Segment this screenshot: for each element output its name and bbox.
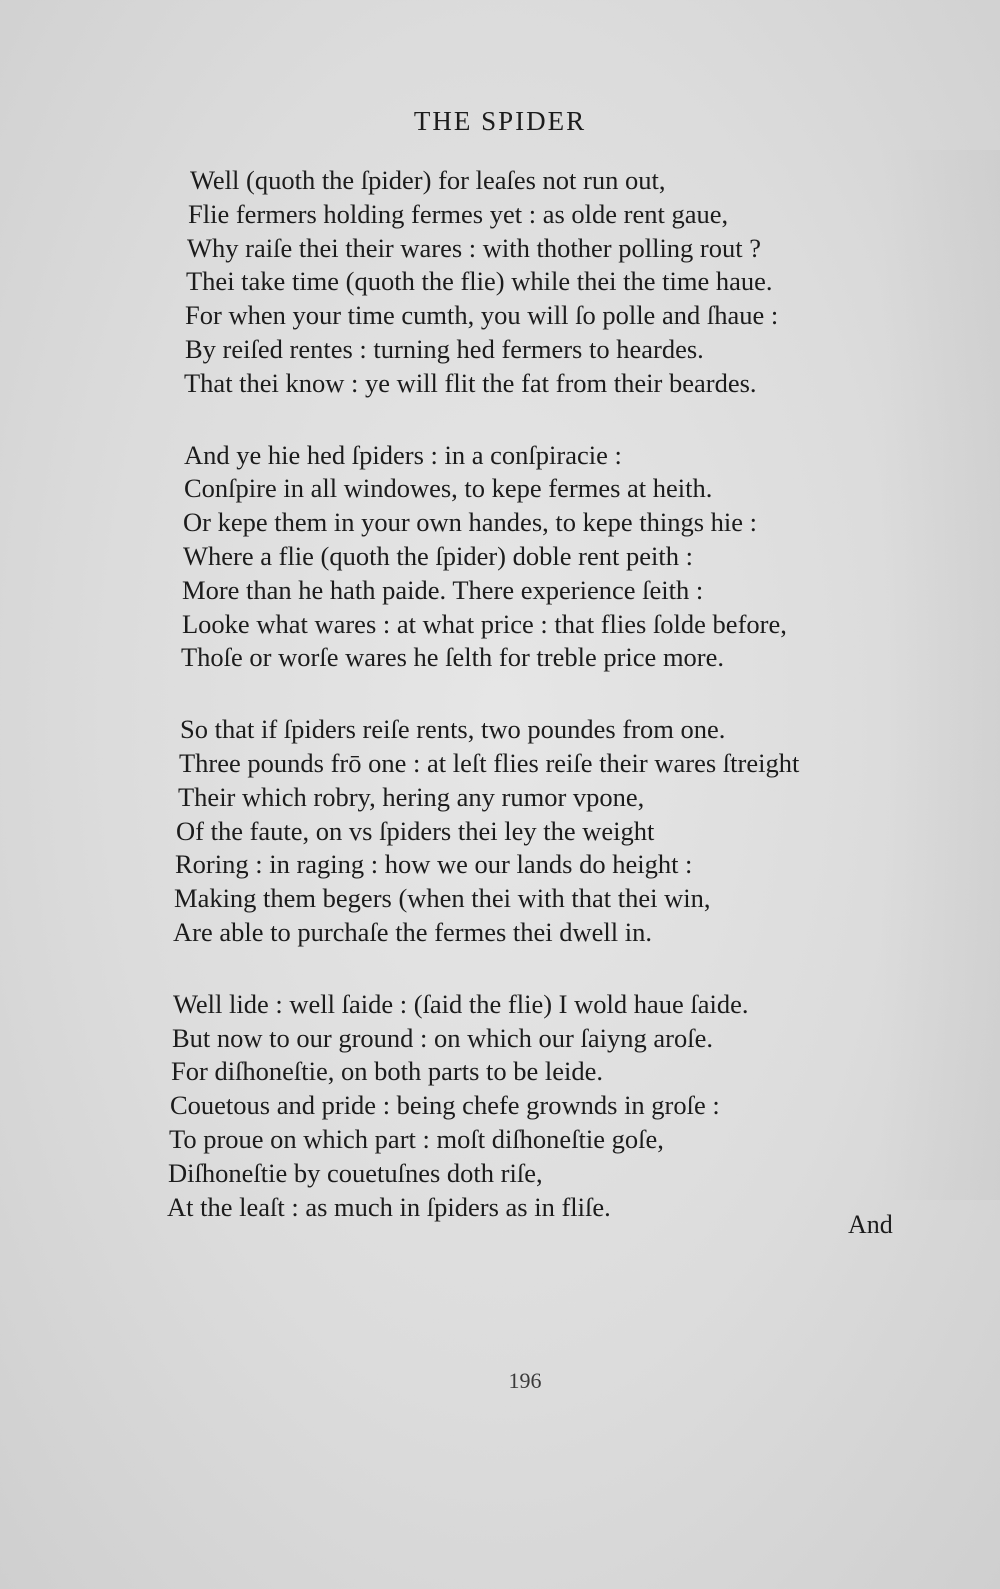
- verse-line: Diſhoneſtie by couetuſnes doth riſe,: [168, 1157, 543, 1188]
- verse-line: Flie fermers holding fermes yet : as olde rent gaue,: [188, 198, 729, 229]
- verse-line: Roring : in raging : how we our lands do height :: [175, 849, 693, 880]
- verse-line: Their which robry, hering any rumor vpone,: [178, 781, 645, 812]
- verse-line: Couetous and pride : being chefe grownds in groſe :: [170, 1090, 720, 1121]
- catchword: And: [848, 1210, 893, 1239]
- verse-line: Well lide : well ſaide : (ſaid the flie) I wold haue ſaide.: [173, 988, 749, 1019]
- verse-line: Thei take time (quoth the flie) while thei the time haue.: [186, 266, 773, 297]
- stanza-1: [178, 164, 918, 401]
- verse-line: Or kepe them in your own handes, to kepe things hie :: [183, 507, 758, 538]
- verse-line: So that if ſpiders reiſe rents, two poundes from one.: [180, 714, 726, 745]
- page-number: 196: [508, 1368, 542, 1393]
- stanza-3: [173, 713, 918, 950]
- verse-line: Thoſe or worſe wares he ſelth for treble price more.: [181, 642, 725, 673]
- verse-line: More than he hath paide. There experience ſeith :: [182, 574, 704, 605]
- verse-line: Three pounds frō one : at leſt flies reiſe their wares ſtreight: [179, 747, 800, 778]
- verse-line: Where a flie (quoth the ſpider) doble rent peith :: [183, 540, 693, 571]
- poem-body: [167, 164, 918, 1262]
- verse-line: Conſpire in all windowes, to kepe fermes at heith.: [184, 473, 713, 504]
- verse-line: Are able to purchaſe the fermes thei dwell in.: [173, 916, 653, 947]
- verse-line: Of the faute, on vs ſpiders thei ley the weight: [176, 815, 655, 846]
- verse-line: For when your time cumth, you will ſo polle and ſhaue :: [185, 300, 779, 331]
- stanza-4: [167, 988, 918, 1225]
- verse-line: For diſhoneſtie, on both parts to be leide.: [171, 1056, 604, 1087]
- verse-line: But now to our ground : on which our ſaiyng aroſe.: [172, 1022, 713, 1053]
- verse-line: And ye hie hed ſpiders : in a conſpiracie :: [184, 439, 622, 470]
- verse-line: That thei know : ye will flit the fat from their beardes.: [184, 367, 757, 398]
- verse-line: To proue on which part : moſt diſhoneſtie goſe,: [169, 1123, 664, 1154]
- verse-line: Why raiſe thei their wares : with thother polling rout ?: [187, 232, 762, 263]
- verse-line: Making them begers (when thei with that thei win,: [174, 883, 711, 914]
- running-head: THE SPIDER: [413, 106, 587, 136]
- verse-line: Well (quoth the ſpider) for leaſes not run out,: [190, 165, 666, 195]
- verse-line: By reiſed rentes : turning hed fermers to heardes.: [185, 333, 704, 364]
- verse-line: Looke what wares : at what price : that flies ſolde before,: [182, 608, 787, 639]
- verse-line: At the leaſt : as much in ſpiders as in fliſe.: [167, 1191, 611, 1222]
- stanza-2: [178, 439, 918, 676]
